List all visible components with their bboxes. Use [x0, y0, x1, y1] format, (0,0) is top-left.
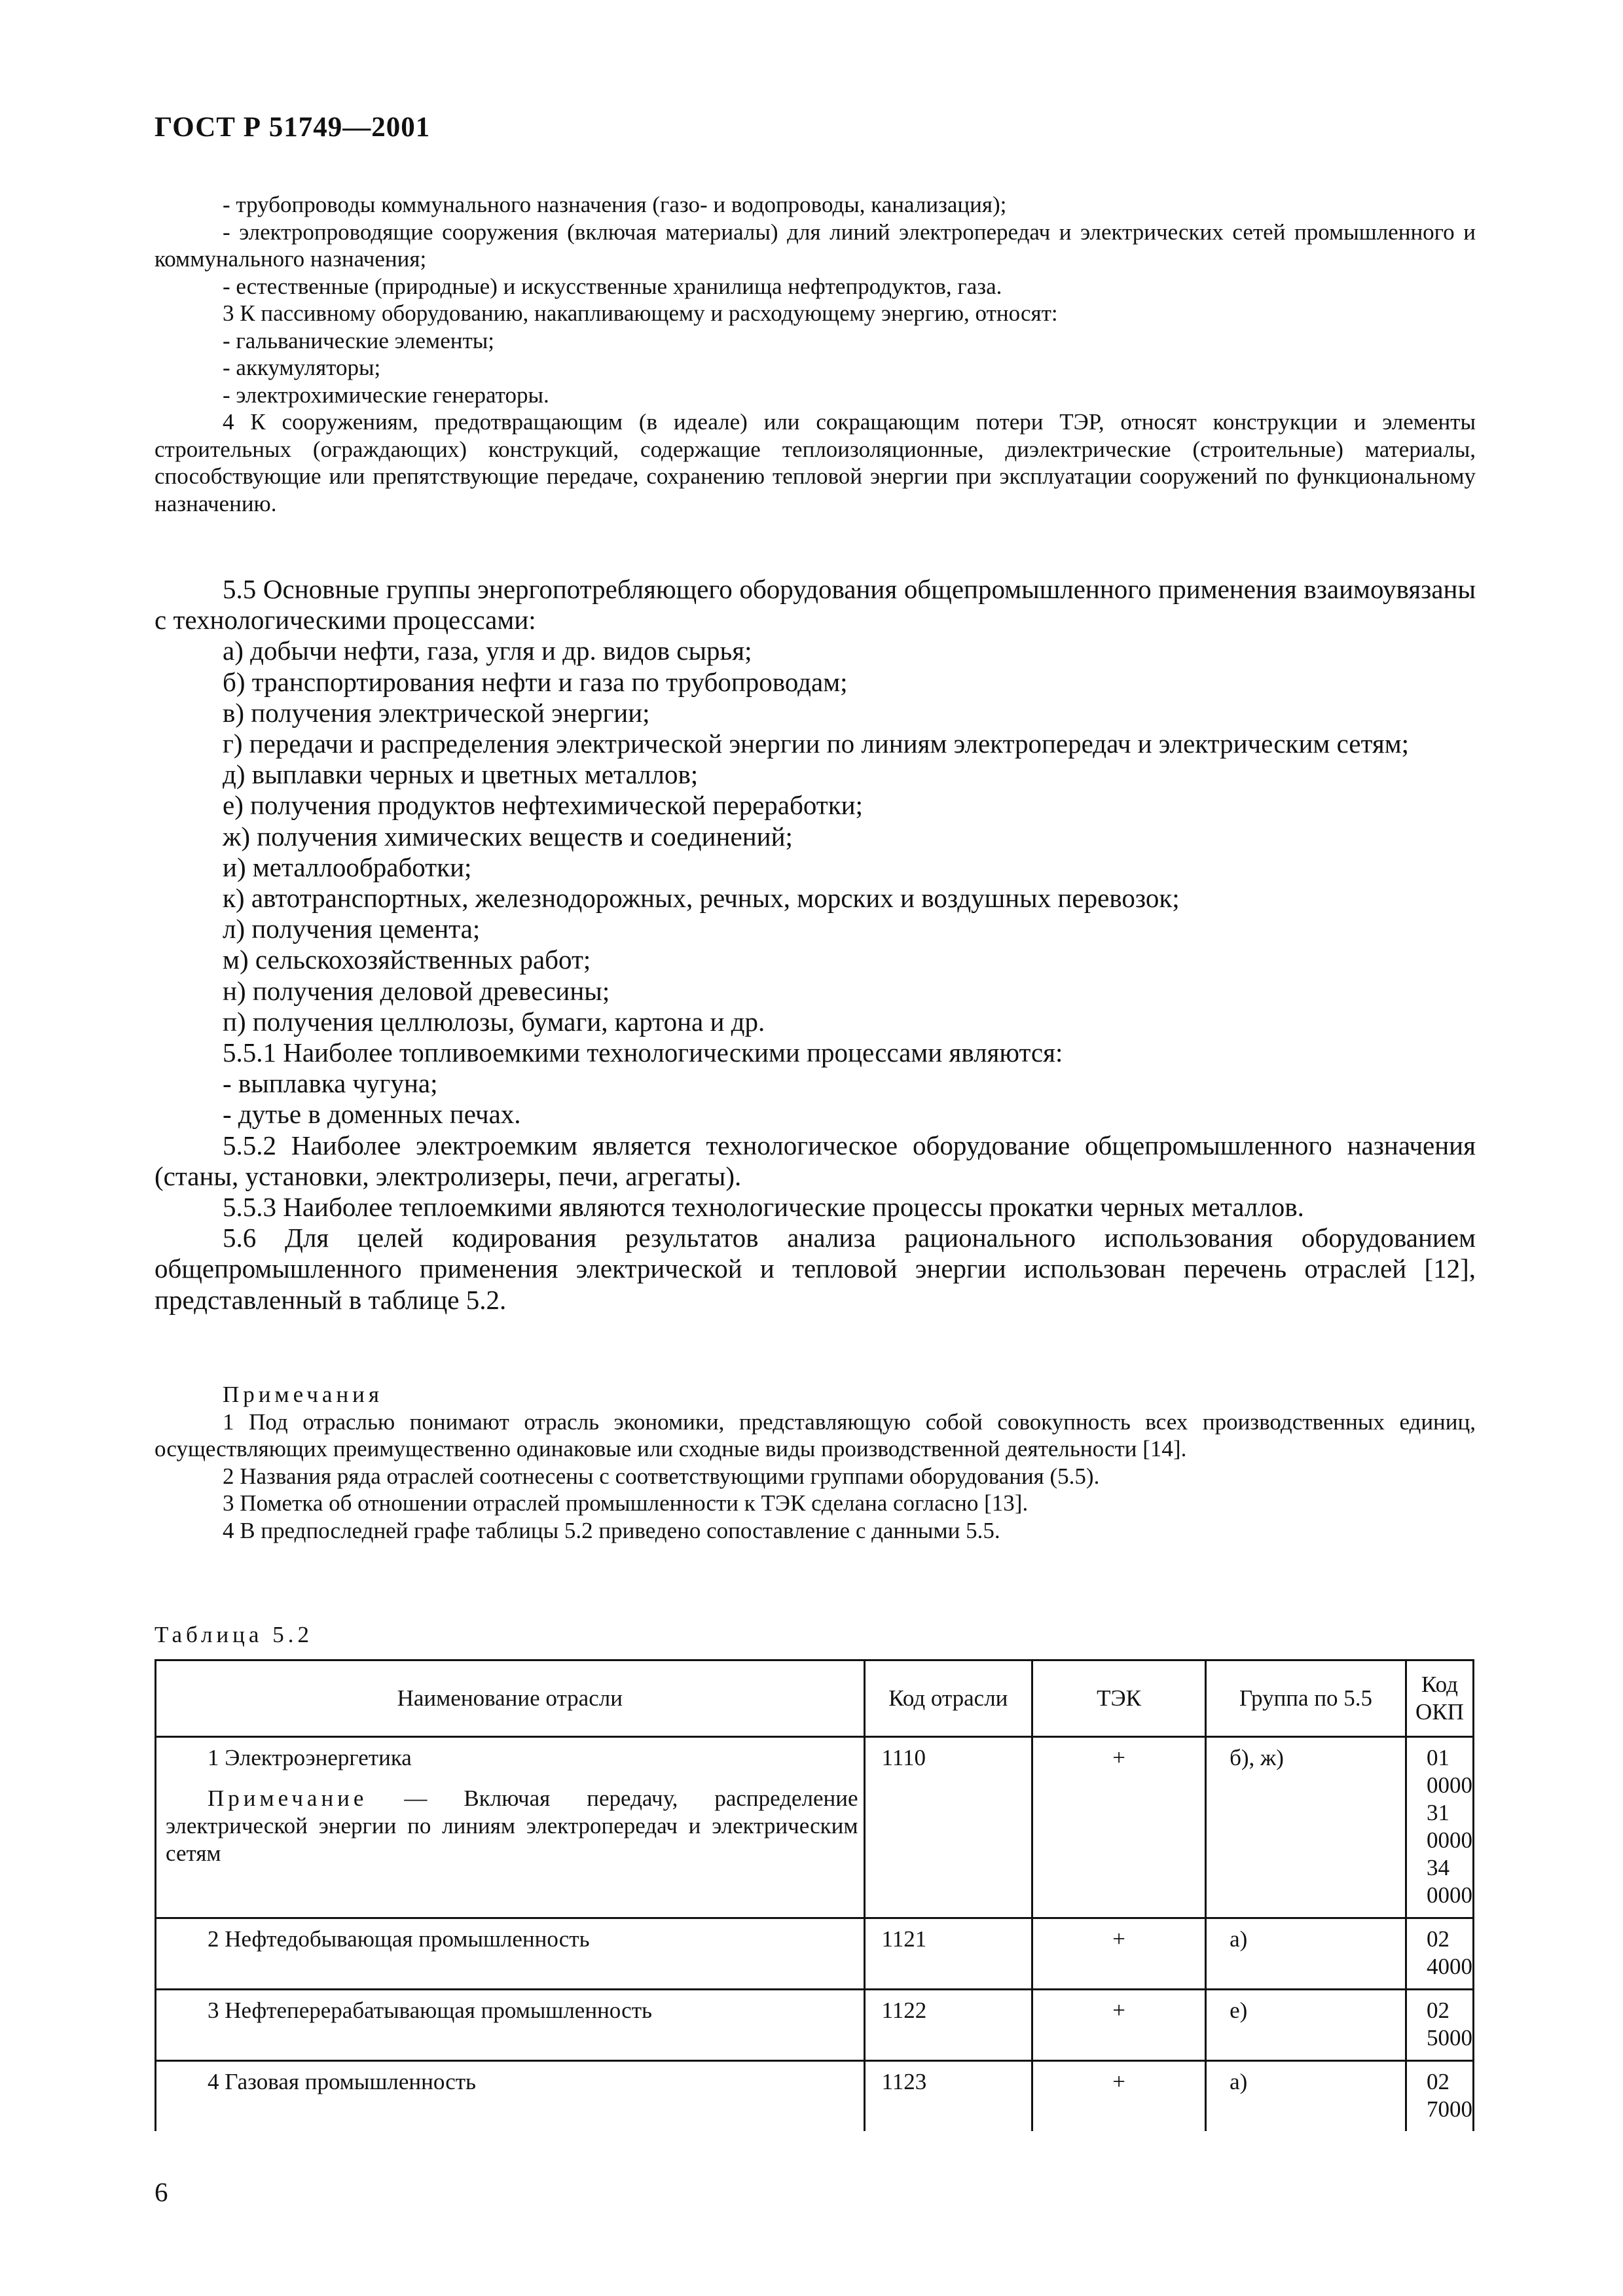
list-item: б) транспортирования нефти и газа по трубопроводам;	[223, 666, 848, 697]
cell-group: б), ж)	[1206, 1737, 1406, 1918]
paragraph: 5.6 Для целей кодирования результатов анализа рационального использования оборудованием общепромышленного применения электрической и тепловой энергии использован перечень отраслей [12], представленный в таблице 5.2.	[155, 1223, 1476, 1315]
header-name: Наименование отрасли	[156, 1660, 865, 1737]
list-item: м) сельскохозяйственных работ;	[223, 944, 591, 975]
list-item: - гальванические элементы;	[223, 327, 494, 353]
cell-name: 2 Нефтедобывающая промышленность	[156, 1918, 865, 1990]
list-item: ж) получения химических веществ и соединений;	[223, 821, 793, 852]
list-item: к) автотранспортных, железнодорожных, речных, морских и воздушных перевозок;	[223, 883, 1180, 914]
list-item: - электропроводящие сооружения (включая материалы) для линий электропередач и электрических сетей промышленного и коммунального назначения;	[155, 219, 1476, 272]
paragraph: 5.5 Основные группы энергопотребляющего оборудования общепромышленного применения взаимоувязаны с технологическими процессами:	[155, 574, 1476, 636]
cell-name: 3 Нефтеперерабатывающая промышленность	[156, 1990, 865, 2061]
cell-code: 1123	[864, 2061, 1032, 2132]
cell-group: а)	[1206, 2061, 1406, 2132]
list-item: - дутье в доменных печах.	[223, 1099, 521, 1130]
notes-title: Примечания	[223, 1382, 384, 1407]
note-item: 4 В предпоследней графе таблицы 5.2 приведено сопоставление с данными 5.5.	[223, 1517, 1000, 1543]
list-item: - выплавка чугуна;	[223, 1068, 438, 1099]
list-item: д) выплавки черных и цветных металлов;	[223, 759, 699, 790]
cell-okp	[1406, 1737, 1474, 1918]
list-item: л) получения цемента;	[223, 914, 481, 944]
list-item: и) металлообработки;	[223, 852, 472, 882]
list-item: - аккумуляторы;	[223, 355, 381, 380]
okp-code: 01 0000	[1427, 1745, 1472, 1798]
cell-tek: +	[1032, 1918, 1206, 1990]
paragraph: 5.5.1 Наиболее топливоемкими технологическими процессами являются:	[223, 1037, 1063, 1068]
cell-group: е)	[1206, 1990, 1406, 2061]
note-item: 1 Под отраслью понимают отрасль экономики, представляющую собой совокупность всех производственных единиц, осуществляющих преимущественно одинаковые или сходные виды производственной деятельности [14].	[155, 1408, 1476, 1462]
okp-code: 34 0000	[1427, 1855, 1472, 1908]
row-note	[166, 1785, 858, 1867]
paragraph: 5.5.2 Наиболее электроемким является технологическое оборудование общепромышленного назначения (станы, установки, электролизеры, печи, агрегаты).	[155, 1130, 1476, 1191]
industry-name: 1 Электроэнергетика	[208, 1745, 412, 1770]
cell-code: 1122	[864, 1990, 1032, 2061]
cell-code: 1110	[864, 1737, 1032, 1918]
row-note-text: — Включая передачу, распределение электрической энергии по линиям электропередач и электрическим сетям	[166, 1785, 858, 1866]
industry-table	[155, 1659, 1474, 2131]
section-5-5	[155, 574, 1476, 1316]
note-item: 2 Названия ряда отраслей соотнесены с соответствующими группами оборудования (5.5).	[223, 1463, 1100, 1489]
paragraph: 5.5.3 Наиболее теплоемкими являются технологические процессы прокатки черных металлов.	[223, 1192, 1304, 1223]
table-header-row	[156, 1660, 1474, 1737]
top-list	[155, 191, 1476, 517]
list-item: - естественные (природные) и искусственные хранилища нефтепродуктов, газа.	[223, 273, 1002, 299]
list-item: н) получения деловой древесины;	[223, 975, 610, 1006]
cell-okp: 02 5000	[1406, 1990, 1474, 2061]
list-item: е) получения продуктов нефтехимической переработки;	[223, 790, 863, 821]
page-number: 6	[155, 2177, 168, 2207]
list-item: - трубопроводы коммунального назначения (газо- и водопроводы, канализация);	[223, 192, 1007, 217]
cell-name: 4 Газовая промышленность	[156, 2061, 865, 2132]
cell-okp: 02 4000	[1406, 1918, 1474, 1990]
okp-code: 31 0000	[1427, 1800, 1472, 1853]
list-item: а) добычи нефти, газа, угля и др. видов сырья;	[223, 636, 752, 666]
document-header: ГОСТ Р 51749—2001	[155, 112, 431, 143]
table-row	[156, 1918, 1474, 1990]
cell-tek: +	[1032, 1737, 1206, 1918]
table-row	[156, 1990, 1474, 2061]
table-row	[156, 1737, 1474, 1918]
cell-group: а)	[1206, 1918, 1406, 1990]
note-item: 3 Пометка об отношении отраслей промышленности к ТЭК сделана согласно [13].	[223, 1490, 1029, 1516]
notes-block	[155, 1381, 1476, 1544]
cell-code: 1121	[864, 1918, 1032, 1990]
header-okp: Код ОКП	[1406, 1660, 1474, 1737]
cell-tek: +	[1032, 1990, 1206, 2061]
header-group: Группа по 5.5	[1206, 1660, 1406, 1737]
list-item: 3 К пассивному оборудованию, накапливающему и расходующему энергию, относят:	[223, 300, 1058, 326]
list-item: в) получения электрической энергии;	[223, 697, 650, 728]
list-item: - электрохимические генераторы.	[223, 382, 549, 408]
cell-name	[156, 1737, 865, 1918]
table-caption: Таблица 5.2	[155, 1622, 313, 1647]
row-note-label: Примечание	[208, 1785, 368, 1811]
cell-tek: +	[1032, 2061, 1206, 2132]
header-code: Код отрасли	[864, 1660, 1032, 1737]
list-item: 4 К сооружениям, предотвращающим (в идеале) или сокращающим потери ТЭР, относят конструкции и элементы строительных (ограждающих) конструкций, содержащие теплоизоляционные, диэлектрические (строительные) материалы, способствующие или препятствующие передаче, сохранению тепловой энергии при эксплуатации сооружений по функциональному назначению.	[155, 409, 1476, 516]
cell-okp: 02 7000	[1406, 2061, 1474, 2132]
list-item: п) получения целлюлозы, бумаги, картона и др.	[223, 1006, 765, 1037]
list-item: г) передачи и распределения электрической энергии по линиям электропередач и электрическим сетям;	[223, 728, 1410, 759]
header-tek: ТЭК	[1032, 1660, 1206, 1737]
table-row	[156, 2061, 1474, 2132]
